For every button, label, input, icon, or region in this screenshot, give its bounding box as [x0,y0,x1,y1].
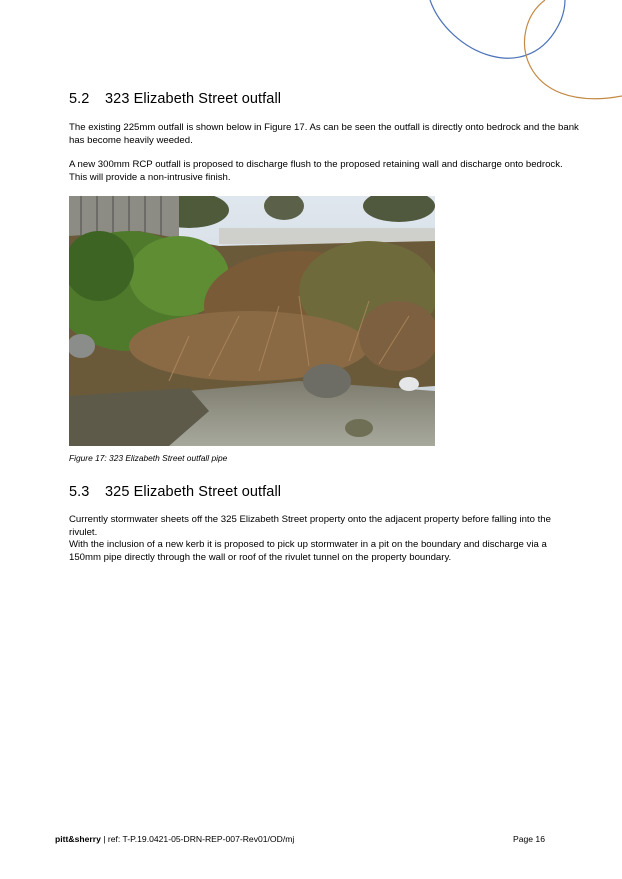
paragraph: The existing 225mm outfall is shown below in Figure 17. As can be seen the outfall is directly onto bedrock and the bank has become heavily weeded. [69,122,579,146]
blue-arc [430,0,565,58]
section-number: 5.3 [69,484,90,500]
outfall-photo [69,196,435,446]
footer-ref-text: | ref: T-P.19.0421-05-DRN-REP-007-Rev01/OD/mj [100,834,295,844]
footer-reference [55,834,294,844]
section-title: 325 Elizabeth Street outfall [105,484,282,500]
figure-caption: Figure 17: 323 Elizabeth Street outfall pipe [69,453,228,463]
section-5-3-heading [69,484,281,500]
page-footer [55,834,545,844]
section-5-2-heading [69,91,281,107]
section-number: 5.2 [69,91,90,107]
footer-brand: pitt&sherry [55,834,101,844]
section-title: 323 Elizabeth Street outfall [105,91,282,107]
paragraph: With the inclusion of a new kerb it is proposed to pick up stormwater in a pit on the boundary and discharge via a 150mm pipe directly through the wall or roof of the rivulet tunnel on the property boundary. [69,539,547,563]
orange-arc [525,0,622,99]
paragraph: A new 300mm RCP outfall is proposed to discharge flush to the proposed retaining wall and discharge onto bedrock. This will provide a non-intrusive finish. [69,159,563,183]
page-number: Page 16 [512,834,545,844]
paragraph: Currently stormwater sheets off the 325 Elizabeth Street property onto the adjacent property before falling into the rivulet. [69,514,551,538]
